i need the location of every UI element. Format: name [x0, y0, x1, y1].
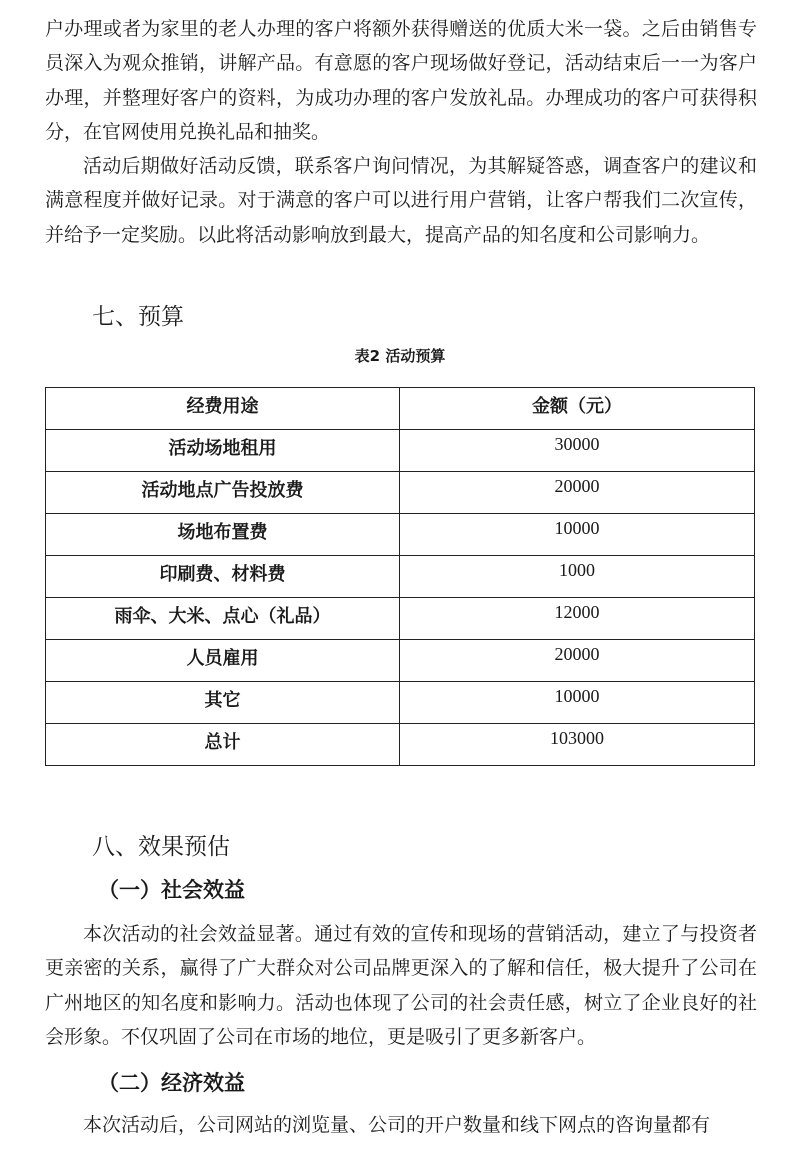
cell-purpose: 场地布置费: [46, 514, 400, 556]
paragraph-social-benefit: 本次活动的社会效益显著。通过有效的宣传和现场的营销活动，建立了与投资者更亲密的关系，赢得了广大群众对公司品牌更深入的了解和信任，极大提升了公司在广州地区的知名度和影响力。活动也体现了公司的社会责任感，树立了企业良好的社会形象。不仅巩固了公司在市场的地位，更是吸引了更多新客户。: [45, 923, 757, 1048]
cell-amount: 20000: [400, 640, 755, 682]
paragraph-activity-process: 户办理或者为家里的老人办理的客户将额外获得赠送的优质大米一袋。之后由销售专员深入为观众推销，讲解产品。有意愿的客户现场做好登记，活动结束后一一为客户办理，并整理好客户的资料，为成功办理的客户发放礼品。办理成功的客户可获得积分，在官网使用兑换礼品和抽奖。: [45, 18, 757, 143]
cell-amount: 1000: [400, 556, 755, 598]
table-row: [46, 640, 755, 682]
cell-purpose: 印刷费、材料费: [46, 556, 400, 598]
table-row-total: [46, 724, 755, 766]
table-header-row: [46, 388, 755, 430]
cell-purpose: 活动地点广告投放费: [46, 472, 400, 514]
column-header-purpose: 经费用途: [46, 388, 400, 430]
cell-amount: 12000: [400, 598, 755, 640]
section-heading-budget: 七、预算: [92, 304, 184, 330]
section-heading-effect: 八、效果预估: [92, 834, 230, 860]
cell-amount: 30000: [400, 430, 755, 472]
table-row: [46, 472, 755, 514]
column-header-amount: 金额（元）: [400, 388, 755, 430]
table-row: [46, 556, 755, 598]
cell-amount: 20000: [400, 472, 755, 514]
paragraph-activity-feedback: 活动后期做好活动反馈，联系客户询问情况，为其解疑答惑，调查客户的建议和满意程度并做好记录。对于满意的客户可以进行用户营销，让客户帮我们二次宣传，并给予一定奖励。以此将活动影响放到最大，提高产品的知名度和公司影响力。: [45, 155, 757, 246]
budget-table: [45, 387, 755, 766]
cell-amount: 103000: [400, 724, 755, 766]
table-row: [46, 598, 755, 640]
subsection-heading-economic: （二）经济效益: [98, 1070, 245, 1095]
cell-purpose: 其它: [46, 682, 400, 724]
table-row: [46, 430, 755, 472]
table-row: [46, 514, 755, 556]
cell-amount: 10000: [400, 514, 755, 556]
cell-purpose: 总计: [46, 724, 400, 766]
table-caption: 表2 活动预算: [354, 347, 446, 365]
paragraph-economic-benefit: 本次活动后，公司网站的浏览量、公司的开户数量和线下网点的咨询量都有: [83, 1114, 711, 1136]
table-row: [46, 682, 755, 724]
cell-purpose: 人员雇用: [46, 640, 400, 682]
cell-amount: 10000: [400, 682, 755, 724]
subsection-heading-social: （一）社会效益: [98, 877, 245, 902]
cell-purpose: 雨伞、大米、点心（礼品）: [46, 598, 400, 640]
cell-purpose: 活动场地租用: [46, 430, 400, 472]
